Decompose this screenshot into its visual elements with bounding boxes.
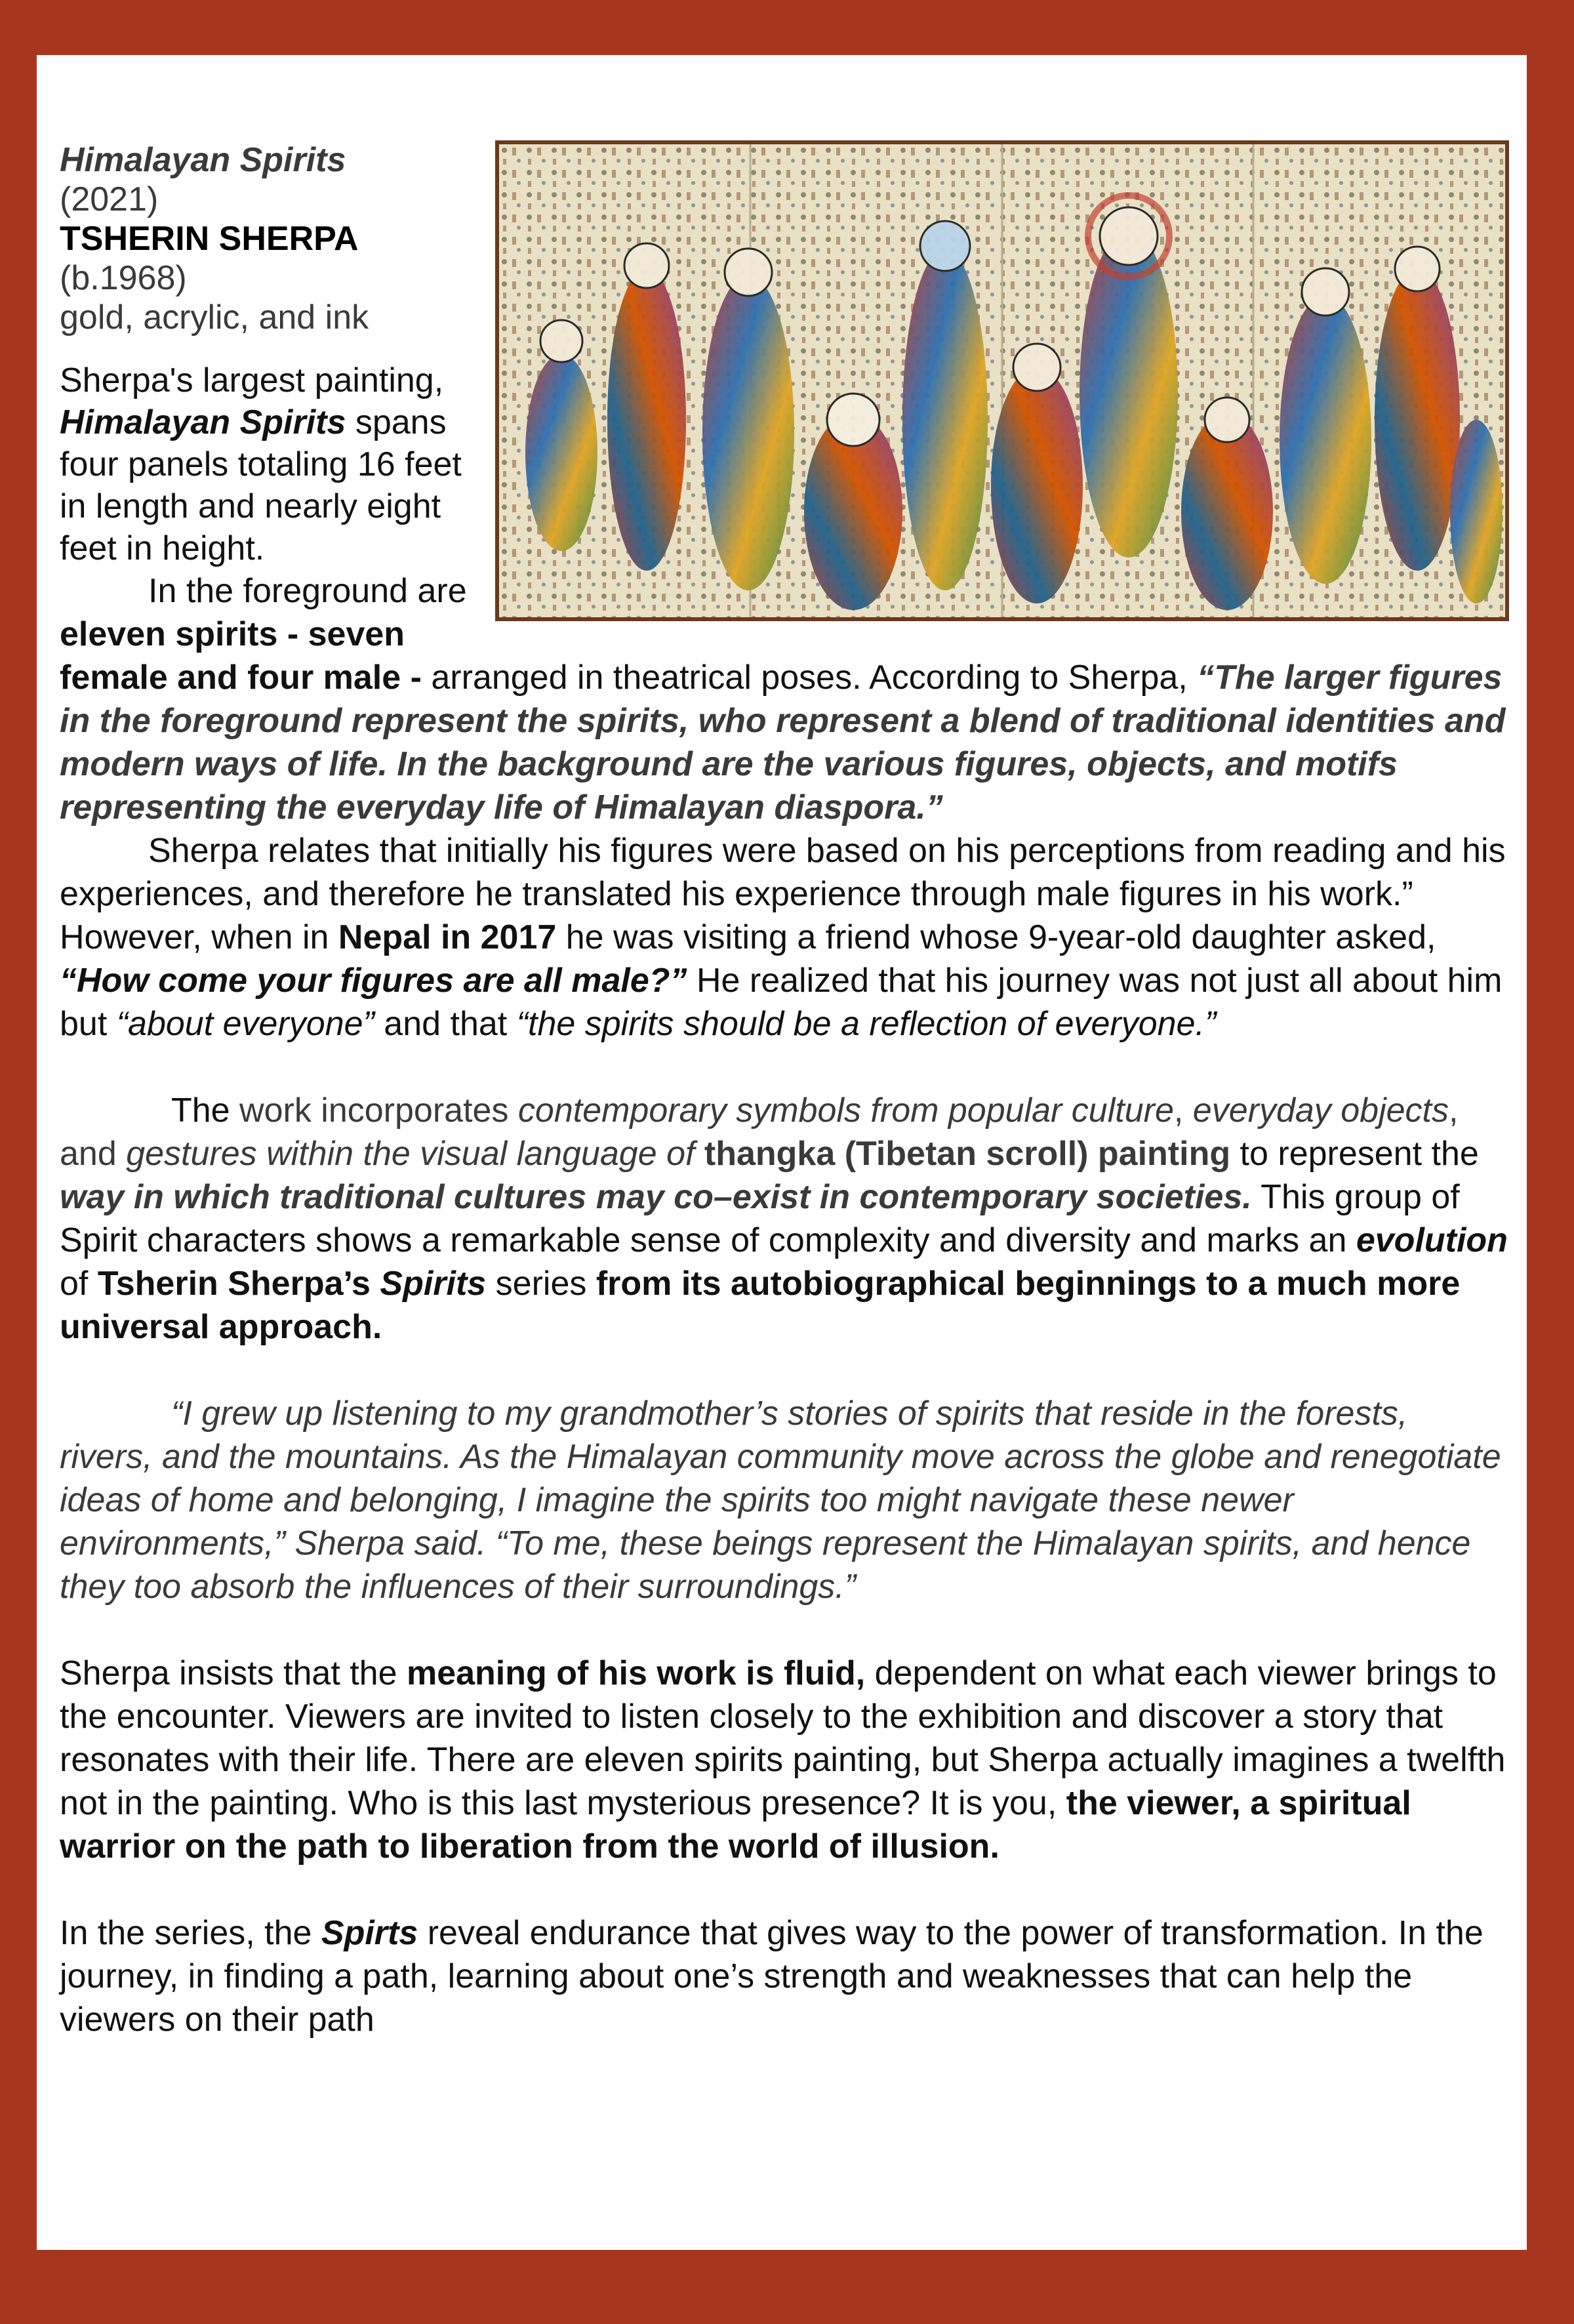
para3-text-2: work incorporates: [230, 1091, 518, 1130]
para2-about-everyone: “about everyone”: [116, 1005, 374, 1043]
document-page: [37, 55, 1527, 2250]
painting-illustration: [499, 144, 1505, 617]
para3-coexist: way in which traditional cultures may co–exist in contemporary societies.: [60, 1178, 1252, 1216]
artist-born: (b.1968): [60, 259, 187, 297]
para3-and: , and: [60, 1091, 1459, 1173]
para2-question: “How come your figures are all male?”: [60, 962, 687, 1000]
para5-spirts: Spirts: [321, 1914, 418, 1952]
para3-gestures: gestures within the visual language of: [126, 1135, 695, 1173]
para2-text-1: Sherpa relates that initially his figures were based on his perceptions from reading and his experiences, and therefore he translated his experience through male figures in his work.” However, when in: [60, 832, 1506, 956]
artwork-medium: gold, acrylic, and ink: [60, 298, 369, 336]
artist-name: TSHERIN SHERPA: [60, 220, 359, 258]
para3-universal: from its autobiographical beginnings to a much more universal approach.: [60, 1265, 1461, 1346]
para4-text-3: dependent on what each viewer brings to the encounter. Viewers are invited to listen closely to the exhibition and discover a story that resonates with their life. There are eleven spirits painting, but Sherpa actually imagines a twelfth not in the painting. Who is this last mysterious presence? It is you,: [60, 1654, 1506, 1822]
spacer: [60, 1349, 1509, 1392]
para3-text-10: to represent the: [1230, 1135, 1479, 1173]
para2-reflection: “the spirits should be a reflection of everyone.”: [516, 1005, 1217, 1043]
para3-evolution: evolution: [1356, 1221, 1508, 1259]
para2-text-7: and that: [374, 1005, 517, 1043]
painting-image: [495, 140, 1509, 621]
paragraph-5: [60, 1911, 1509, 2041]
para3-space: [695, 1135, 704, 1173]
para1-text-1: In the foreground are: [148, 572, 467, 610]
artwork-year: (2021): [60, 180, 159, 218]
intro-text-1: Sherpa's largest painting,: [60, 361, 444, 399]
para3-thangka: thangka (Tibetan scroll) painting: [704, 1135, 1231, 1173]
paragraph-2: [60, 829, 1509, 1046]
artwork-title-text: Himalayan Spirits: [60, 141, 346, 179]
para2-text-3: he was visiting a friend whose 9-year-old daughter asked,: [556, 918, 1436, 956]
spacer: [60, 1046, 1509, 1089]
para4-text-1: Sherpa insists that the: [60, 1654, 407, 1692]
paragraph-3: [60, 1089, 1509, 1349]
para1-quote: “The larger figures in the foreground represent the spirits, who represent a blend of traditional identities and modern ways of life. In the background are the various figures, objects, and motifs representing the everyday life of Himalayan diaspora.”: [60, 659, 1506, 826]
quote-paragraph: “I grew up listening to my grandmother’s stories of spirits that reside in the forests, rivers, and the mountains. As the Himalayan community move across the globe and renegotiate ideas of home and belonging, I imagine the spirits too might navigate these newer environments,” Sherpa said. “To me, these beings represent the Himalayan spirits, and hence they too absorb the influences of their surroundings.”: [60, 1395, 1501, 1606]
para3-text-12: This group of Spirit characters shows a remarkable sense of complexity and diversity and marks an: [60, 1178, 1460, 1259]
para2-text-5: He realized that his journey was not just all about him but: [60, 962, 1503, 1043]
para4-viewer: the viewer, a spiritual warrior on the path to liberation from the world of illusion.: [60, 1784, 1411, 1865]
para4-fluid: meaning of his work is fluid,: [406, 1654, 866, 1692]
para3-of: of: [60, 1265, 98, 1303]
para5-text-3: reveal endurance that gives way to the power of transformation. In the journey, in finding a path, learning about one’s strength and weaknesses that can help the viewers on their path: [60, 1914, 1483, 2039]
para1-emphasis: eleven spirits - seven female and four male -: [60, 615, 422, 697]
para3-objects: everyday objects: [1192, 1091, 1449, 1130]
spacer: [60, 1868, 1509, 1911]
para3-symbols: contemporary symbols from popular culture: [517, 1091, 1174, 1130]
para3-comma: ,: [1173, 1091, 1193, 1130]
spacer: [60, 1608, 1509, 1652]
document-content: [60, 140, 1509, 2041]
para3-spirits: Spirits: [380, 1265, 487, 1303]
para3-series: series: [486, 1265, 596, 1303]
para3-text-1: The: [171, 1091, 230, 1130]
para1-text-3: arranged in theatrical poses. According to Sherpa,: [421, 659, 1198, 697]
para5-text-1: In the series, the: [60, 1914, 321, 1952]
para3-artist: Tsherin Sherpa’s: [97, 1265, 380, 1303]
intro-title-ref: Himalayan Spirits: [60, 403, 346, 441]
paragraph-4: [60, 1652, 1509, 1868]
intro-text-3: spans four panels totaling 16 feet in length and nearly eight feet in height.: [60, 403, 462, 567]
para2-nepal: Nepal in 2017: [338, 918, 557, 956]
